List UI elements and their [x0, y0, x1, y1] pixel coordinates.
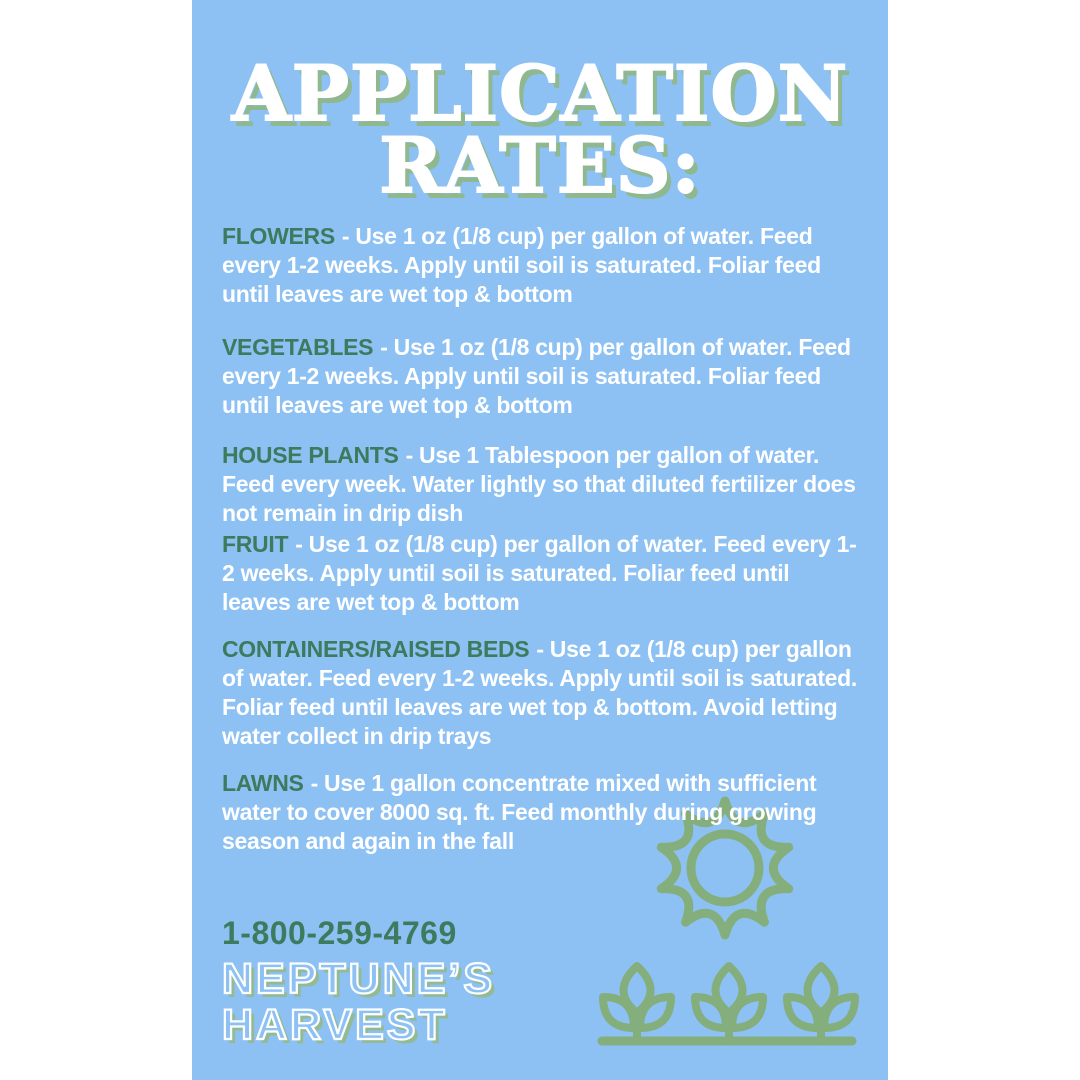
brand-name-line2: HARVEST [222, 1001, 448, 1050]
section-containers-raised-beds-body: - Use 1 oz (1/8 cup) per gallon of water. Feed every 1-2 weeks. Apply until soil is saturated. Foliar feed until leaves are wet top & bottom. Avoid letting water collect in drip trays [222, 636, 858, 750]
section-fruit [222, 530, 858, 617]
section-vegetables-body: - Use 1 oz (1/8 cup) per gallon of water. Feed every 1-2 weeks. Apply until soil is saturated. Foliar feed until leaves are wet top & bottom [222, 334, 851, 419]
section-fruit-body: - Use 1 oz (1/8 cup) per gallon of water. Feed every 1-2 weeks. Apply until soil is saturated. Foliar feed until leaves are wet top & bottom [222, 531, 857, 616]
application-rates-list [192, 222, 888, 856]
section-house-plants [222, 441, 858, 528]
page-title [192, 49, 888, 211]
section-containers-raised-beds-heading: CONTAINERS/RAISED BEDS [222, 636, 530, 663]
section-flowers-heading: FLOWERS [222, 223, 335, 250]
section-house-plants-body: - Use 1 Tablespoon per gallon of water. Feed every week. Water lightly so that diluted fertilizer does not remain in drip dish [222, 442, 856, 527]
section-flowers [222, 222, 858, 309]
section-house-plants-heading: HOUSE PLANTS [222, 442, 399, 469]
phone-number: 1-800-259-4769 [222, 915, 457, 952]
page-title-line2: RATES: [379, 121, 701, 211]
brand-name [192, 956, 888, 1048]
section-lawns [222, 769, 858, 856]
brand-name-line1: NEPTUNE’S [222, 955, 496, 1004]
page-title-line1: APPLICATION [231, 49, 849, 138]
section-vegetables [222, 333, 858, 420]
section-containers-raised-beds [222, 635, 858, 751]
section-lawns-body: - Use 1 gallon concentrate mixed with sufficient water to cover 8000 sq. ft. Feed monthly during growing season and again in the fall [222, 770, 817, 855]
section-fruit-heading: FRUIT [222, 531, 289, 558]
label-card [192, 0, 888, 1080]
section-vegetables-heading: VEGETABLES [222, 334, 374, 361]
section-lawns-heading: LAWNS [222, 770, 304, 797]
section-flowers-body: - Use 1 oz (1/8 cup) per gallon of water. Feed every 1-2 weeks. Apply until soil is saturated. Foliar feed until leaves are wet top & bottom [222, 223, 821, 308]
